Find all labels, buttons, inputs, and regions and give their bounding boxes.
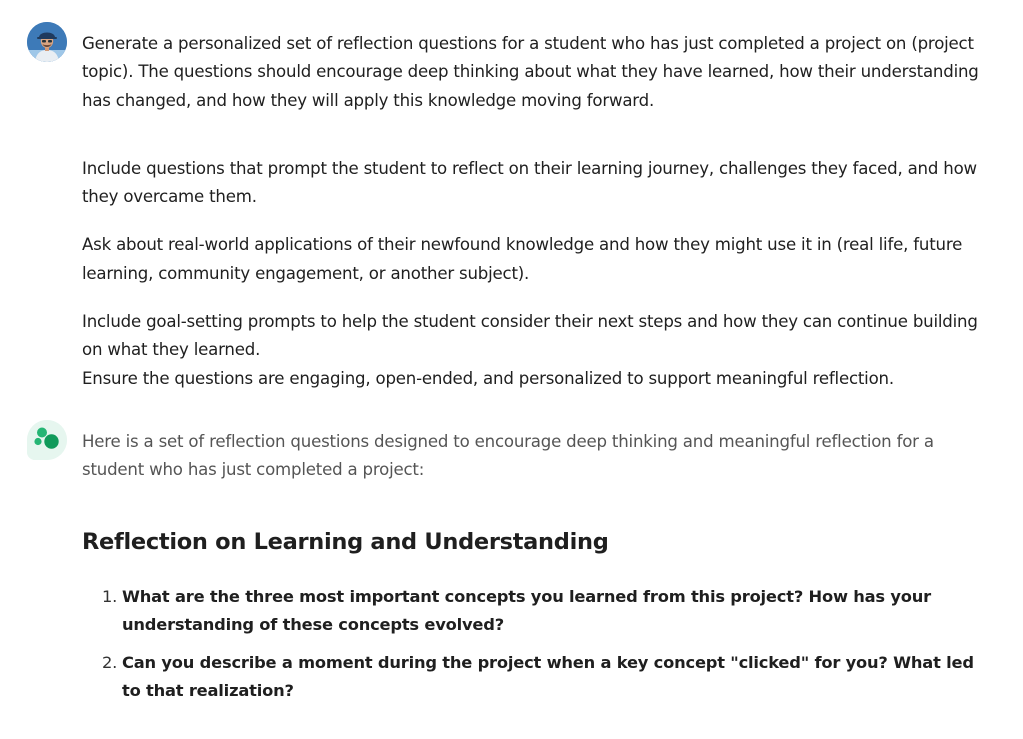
question-text: What are the three most important concepts you learned from this project? How has your understanding of these concepts evolved? <box>122 586 932 634</box>
user-paragraph-4: Include goal-setting prompts to help the student consider their next steps and how they can continue building on what they learned. <box>82 312 978 360</box>
assistant-intro: Here is a set of reflection questions designed to encourage deep thinking and meaningful reflection for a student who has just completed a project: <box>82 432 934 480</box>
assistant-logo-icon <box>27 420 67 460</box>
question-number: 1. <box>102 586 118 606</box>
user-paragraph-3: Ask about real-world applications of their newfound knowledge and how they might use it in (real life, future learning, community engagement, or another subject). <box>82 235 963 283</box>
question-item <box>82 583 997 640</box>
question-item <box>82 649 997 706</box>
user-avatar-icon <box>27 22 67 62</box>
question-text: Can you describe a moment during the project when a key concept "clicked" for you? What led to that realization? <box>122 653 974 701</box>
question-list <box>82 583 997 706</box>
user-paragraph-5: Ensure the questions are engaging, open-ended, and personalized to support meaningful reflection. <box>82 368 894 388</box>
assistant-message-body <box>82 428 997 716</box>
question-number: 2. <box>102 653 118 673</box>
section-heading: Reflection on Learning and Understanding <box>82 528 609 555</box>
user-message-body <box>82 30 997 413</box>
user-paragraph-1: Generate a personalized set of reflection questions for a student who has just completed a project on (project topic). The questions should encourage deep thinking about what they have learned, how their understanding has changed, and how they will apply this knowledge moving forward. <box>82 34 979 110</box>
user-paragraph-2: Include questions that prompt the student to reflect on their learning journey, challenges they faced, and how they overcame them. <box>82 158 977 207</box>
